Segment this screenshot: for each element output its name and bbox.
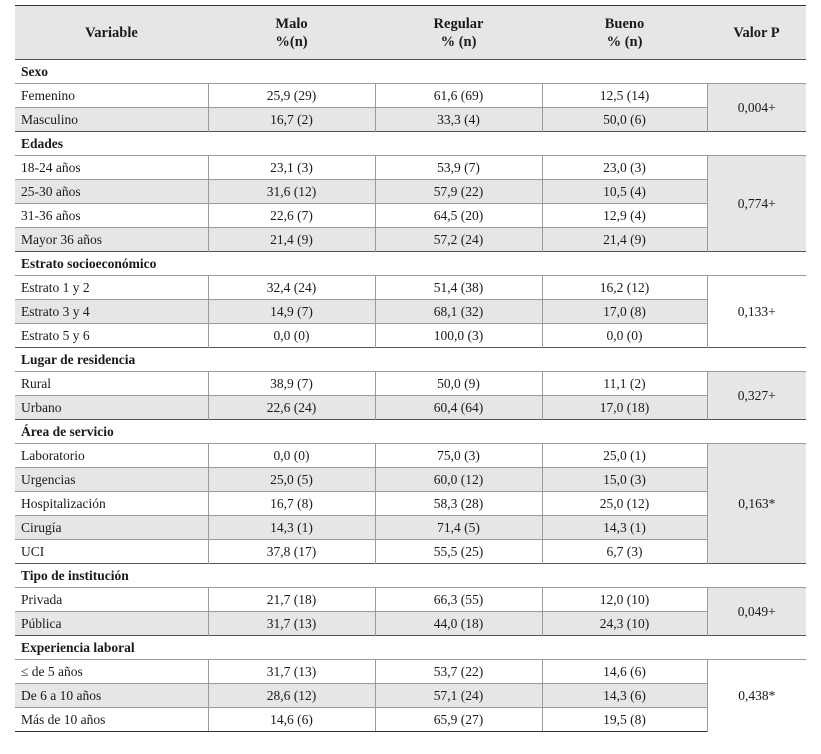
row-label: Mayor 36 años <box>15 228 208 252</box>
cell-regular: 75,0 (3) <box>375 444 542 468</box>
cell-regular: 44,0 (18) <box>375 612 542 636</box>
cell-regular: 65,9 (27) <box>375 708 542 732</box>
cell-regular: 51,4 (38) <box>375 276 542 300</box>
table-row <box>15 708 806 732</box>
header-bueno: Bueno % (n) <box>542 6 707 60</box>
cell-malo: 16,7 (8) <box>208 492 375 516</box>
table-row <box>15 156 806 180</box>
row-label: Laboratorio <box>15 444 208 468</box>
cell-malo: 28,6 (12) <box>208 684 375 708</box>
cell-malo: 32,4 (24) <box>208 276 375 300</box>
section-row <box>15 420 806 444</box>
row-label: Femenino <box>15 84 208 108</box>
table-row <box>15 588 806 612</box>
row-label: 18-24 años <box>15 156 208 180</box>
table-row <box>15 108 806 132</box>
cell-bueno: 25,0 (1) <box>542 444 707 468</box>
cell-regular: 71,4 (5) <box>375 516 542 540</box>
cell-regular: 61,6 (69) <box>375 84 542 108</box>
cell-bueno: 50,0 (6) <box>542 108 707 132</box>
cell-malo: 0,0 (0) <box>208 324 375 348</box>
cell-regular: 33,3 (4) <box>375 108 542 132</box>
cell-malo: 25,0 (5) <box>208 468 375 492</box>
cell-regular: 60,0 (12) <box>375 468 542 492</box>
table-row <box>15 228 806 252</box>
p-value: 0,163* <box>707 444 806 564</box>
cell-malo: 25,9 (29) <box>208 84 375 108</box>
header-pvalue: Valor P <box>707 6 806 60</box>
cell-bueno: 10,5 (4) <box>542 180 707 204</box>
table-row <box>15 660 806 684</box>
cell-bueno: 14,3 (6) <box>542 684 707 708</box>
row-label: Pública <box>15 612 208 636</box>
cell-bueno: 14,6 (6) <box>542 660 707 684</box>
p-value: 0,438* <box>707 660 806 732</box>
row-label: Cirugía <box>15 516 208 540</box>
cell-malo: 31,7 (13) <box>208 612 375 636</box>
section-row <box>15 636 806 660</box>
table-row <box>15 84 806 108</box>
cell-regular: 68,1 (32) <box>375 300 542 324</box>
section-title: Sexo <box>15 60 806 84</box>
cell-bueno: 0,0 (0) <box>542 324 707 348</box>
table-row <box>15 540 806 564</box>
row-label: 25-30 años <box>15 180 208 204</box>
table-row <box>15 444 806 468</box>
cell-malo: 37,8 (17) <box>208 540 375 564</box>
cell-malo: 14,3 (1) <box>208 516 375 540</box>
cell-regular: 57,9 (22) <box>375 180 542 204</box>
row-label: Urbano <box>15 396 208 420</box>
cell-bueno: 12,0 (10) <box>542 588 707 612</box>
results-table <box>15 5 806 732</box>
section-title: Edades <box>15 132 806 156</box>
table-row <box>15 372 806 396</box>
cell-bueno: 25,0 (12) <box>542 492 707 516</box>
table-row <box>15 180 806 204</box>
cell-regular: 64,5 (20) <box>375 204 542 228</box>
row-label: Estrato 5 y 6 <box>15 324 208 348</box>
cell-malo: 31,7 (13) <box>208 660 375 684</box>
cell-regular: 66,3 (55) <box>375 588 542 612</box>
cell-regular: 55,5 (25) <box>375 540 542 564</box>
cell-bueno: 14,3 (1) <box>542 516 707 540</box>
cell-bueno: 23,0 (3) <box>542 156 707 180</box>
row-label: Rural <box>15 372 208 396</box>
p-value: 0,004+ <box>707 84 806 132</box>
cell-bueno: 12,5 (14) <box>542 84 707 108</box>
cell-regular: 58,3 (28) <box>375 492 542 516</box>
table-row <box>15 492 806 516</box>
cell-bueno: 12,9 (4) <box>542 204 707 228</box>
header-row <box>15 6 806 60</box>
cell-malo: 21,7 (18) <box>208 588 375 612</box>
cell-regular: 50,0 (9) <box>375 372 542 396</box>
section-row <box>15 564 806 588</box>
cell-bueno: 6,7 (3) <box>542 540 707 564</box>
table-row <box>15 300 806 324</box>
cell-bueno: 16,2 (12) <box>542 276 707 300</box>
cell-malo: 23,1 (3) <box>208 156 375 180</box>
cell-bueno: 17,0 (8) <box>542 300 707 324</box>
header-malo: Malo %(n) <box>208 6 375 60</box>
cell-malo: 22,6 (7) <box>208 204 375 228</box>
cell-regular: 57,1 (24) <box>375 684 542 708</box>
section-title: Experiencia laboral <box>15 636 806 660</box>
cell-bueno: 11,1 (2) <box>542 372 707 396</box>
row-label: 31-36 años <box>15 204 208 228</box>
section-row <box>15 132 806 156</box>
table-row <box>15 684 806 708</box>
cell-regular: 53,9 (7) <box>375 156 542 180</box>
row-label: Estrato 3 y 4 <box>15 300 208 324</box>
cell-malo: 14,9 (7) <box>208 300 375 324</box>
cell-malo: 21,4 (9) <box>208 228 375 252</box>
row-label: Hospitalización <box>15 492 208 516</box>
row-label: Privada <box>15 588 208 612</box>
p-value: 0,049+ <box>707 588 806 636</box>
section-row <box>15 60 806 84</box>
row-label: Estrato 1 y 2 <box>15 276 208 300</box>
header-variable: Variable <box>15 6 208 60</box>
p-value: 0,133+ <box>707 276 806 348</box>
cell-bueno: 24,3 (10) <box>542 612 707 636</box>
table-row <box>15 396 806 420</box>
table-row <box>15 612 806 636</box>
cell-malo: 22,6 (24) <box>208 396 375 420</box>
cell-regular: 53,7 (22) <box>375 660 542 684</box>
table-row <box>15 468 806 492</box>
cell-malo: 38,9 (7) <box>208 372 375 396</box>
cell-bueno: 19,5 (8) <box>542 708 707 732</box>
p-value: 0,327+ <box>707 372 806 420</box>
cell-bueno: 15,0 (3) <box>542 468 707 492</box>
table-row <box>15 516 806 540</box>
section-title: Área de servicio <box>15 420 806 444</box>
row-label: UCI <box>15 540 208 564</box>
table-row <box>15 324 806 348</box>
row-label: Masculino <box>15 108 208 132</box>
cell-malo: 16,7 (2) <box>208 108 375 132</box>
row-label: De 6 a 10 años <box>15 684 208 708</box>
row-label: Urgencias <box>15 468 208 492</box>
row-label: ≤ de 5 años <box>15 660 208 684</box>
table-row <box>15 276 806 300</box>
cell-regular: 100,0 (3) <box>375 324 542 348</box>
row-label: Más de 10 años <box>15 708 208 732</box>
table-row <box>15 204 806 228</box>
section-row <box>15 252 806 276</box>
section-title: Lugar de residencia <box>15 348 806 372</box>
section-title: Estrato socioeconómico <box>15 252 806 276</box>
section-row <box>15 348 806 372</box>
cell-malo: 14,6 (6) <box>208 708 375 732</box>
p-value: 0,774+ <box>707 156 806 252</box>
header-regular: Regular % (n) <box>375 6 542 60</box>
cell-bueno: 21,4 (9) <box>542 228 707 252</box>
cell-malo: 0,0 (0) <box>208 444 375 468</box>
cell-bueno: 17,0 (18) <box>542 396 707 420</box>
cell-malo: 31,6 (12) <box>208 180 375 204</box>
cell-regular: 57,2 (24) <box>375 228 542 252</box>
section-title: Tipo de institución <box>15 564 806 588</box>
cell-regular: 60,4 (64) <box>375 396 542 420</box>
